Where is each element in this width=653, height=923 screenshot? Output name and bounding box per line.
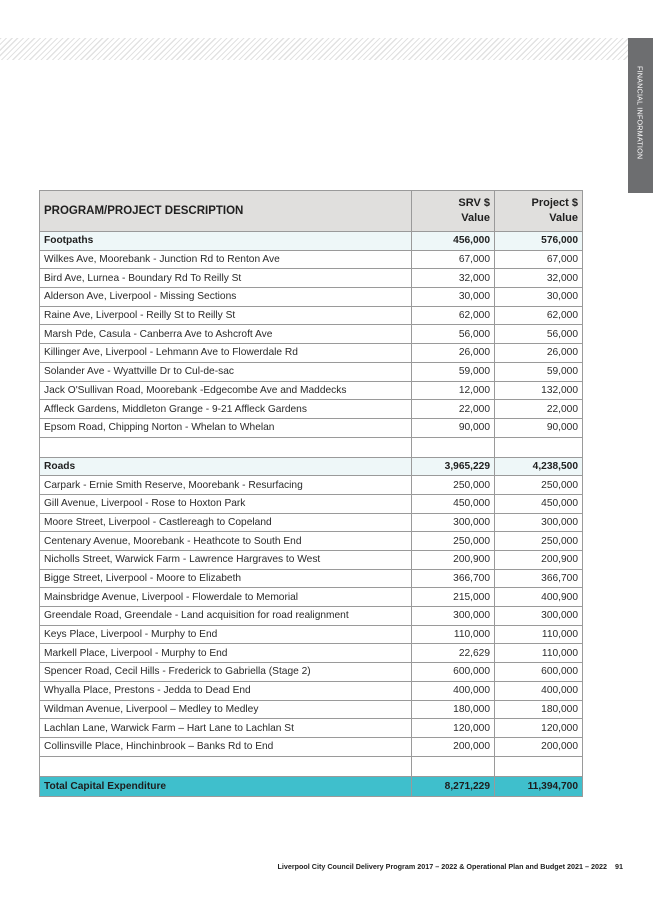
section-srv: 456,000 <box>412 232 495 251</box>
project-value: 200,900 <box>495 551 583 570</box>
project-value: 110,000 <box>495 644 583 663</box>
table-row <box>40 344 583 363</box>
spacer-row <box>40 437 583 457</box>
project-description: Moore Street, Liverpool - Castlereagh to Copeland <box>40 513 412 532</box>
capital-expenditure-table <box>39 190 583 797</box>
srv-value: 300,000 <box>412 607 495 626</box>
project-value: 62,000 <box>495 306 583 325</box>
section-row-footpaths <box>40 232 583 251</box>
srv-value: 600,000 <box>412 663 495 682</box>
total-row <box>40 776 583 796</box>
side-tab-label: FINANCIAL INFORMATION <box>635 66 645 160</box>
project-value: 450,000 <box>495 494 583 513</box>
project-description: Epsom Road, Chipping Norton - Whelan to Whelan <box>40 418 412 437</box>
srv-value: 30,000 <box>412 288 495 307</box>
project-value: 30,000 <box>495 288 583 307</box>
srv-value: 26,000 <box>412 344 495 363</box>
table-row <box>40 325 583 344</box>
project-value: 600,000 <box>495 663 583 682</box>
project-value: 26,000 <box>495 344 583 363</box>
table-row <box>40 494 583 513</box>
project-value: 180,000 <box>495 700 583 719</box>
project-value: 400,000 <box>495 681 583 700</box>
srv-value: 12,000 <box>412 381 495 400</box>
srv-value: 250,000 <box>412 532 495 551</box>
srv-value: 120,000 <box>412 719 495 738</box>
table-row <box>40 250 583 269</box>
table-row <box>40 476 583 495</box>
srv-value: 22,000 <box>412 400 495 419</box>
srv-value: 180,000 <box>412 700 495 719</box>
project-value: 110,000 <box>495 625 583 644</box>
project-value: 67,000 <box>495 250 583 269</box>
table-row <box>40 362 583 381</box>
table-row <box>40 700 583 719</box>
project-value: 250,000 <box>495 476 583 495</box>
srv-value: 400,000 <box>412 681 495 700</box>
table-row <box>40 607 583 626</box>
project-description: Affleck Gardens, Middleton Grange - 9-21 Affleck Gardens <box>40 400 412 419</box>
project-description: Jack O'Sullivan Road, Moorebank -Edgecombe Ave and Maddecks <box>40 381 412 400</box>
table-row <box>40 306 583 325</box>
spacer-row <box>40 756 583 776</box>
header-project-value <box>495 191 583 232</box>
srv-value: 110,000 <box>412 625 495 644</box>
page-footer <box>0 862 623 871</box>
header-description: PROGRAM/PROJECT DESCRIPTION <box>40 191 412 232</box>
project-value: 200,000 <box>495 737 583 756</box>
page-number: 91 <box>615 862 623 871</box>
header-project-line2: Value <box>549 212 578 224</box>
table-row <box>40 418 583 437</box>
table-row <box>40 269 583 288</box>
project-value: 32,000 <box>495 269 583 288</box>
footer-text: Liverpool City Council Delivery Program 2017 – 2022 & Operational Plan and Budget 2021 – 2022 <box>277 862 607 871</box>
srv-value: 200,000 <box>412 737 495 756</box>
header-srv-value <box>412 191 495 232</box>
srv-value: 22,629 <box>412 644 495 663</box>
project-description: Lachlan Lane, Warwick Farm – Hart Lane to Lachlan St <box>40 719 412 738</box>
project-description: Centenary Avenue, Moorebank - Heathcote to South End <box>40 532 412 551</box>
table-row <box>40 719 583 738</box>
srv-value: 59,000 <box>412 362 495 381</box>
project-description: Solander Ave - Wyattville Dr to Cul-de-sac <box>40 362 412 381</box>
table-row <box>40 644 583 663</box>
project-value: 300,000 <box>495 607 583 626</box>
table-row <box>40 551 583 570</box>
total-srv: 8,271,229 <box>412 776 495 796</box>
srv-value: 300,000 <box>412 513 495 532</box>
project-description: Alderson Ave, Liverpool - Missing Sections <box>40 288 412 307</box>
table-row <box>40 381 583 400</box>
project-description: Markell Place, Liverpool - Murphy to End <box>40 644 412 663</box>
srv-value: 215,000 <box>412 588 495 607</box>
project-description: Carpark - Ernie Smith Reserve, Moorebank - Resurfacing <box>40 476 412 495</box>
project-description: Wildman Avenue, Liverpool – Medley to Medley <box>40 700 412 719</box>
project-description: Collinsville Place, Hinchinbrook – Banks Rd to End <box>40 737 412 756</box>
project-value: 22,000 <box>495 400 583 419</box>
table-row <box>40 532 583 551</box>
project-description: Bigge Street, Liverpool - Moore to Elizabeth <box>40 569 412 588</box>
table-row <box>40 663 583 682</box>
project-description: Nicholls Street, Warwick Farm - Lawrence Hargraves to West <box>40 551 412 570</box>
project-value: 59,000 <box>495 362 583 381</box>
project-description: Spencer Road, Cecil Hills - Frederick to Gabriella (Stage 2) <box>40 663 412 682</box>
project-value: 90,000 <box>495 418 583 437</box>
section-row-roads <box>40 457 583 476</box>
table-row <box>40 569 583 588</box>
project-description: Greendale Road, Greendale - Land acquisition for road realignment <box>40 607 412 626</box>
srv-value: 200,900 <box>412 551 495 570</box>
project-description: Whyalla Place, Prestons - Jedda to Dead End <box>40 681 412 700</box>
total-project: 11,394,700 <box>495 776 583 796</box>
section-title: Roads <box>40 457 412 476</box>
srv-value: 67,000 <box>412 250 495 269</box>
section-project: 4,238,500 <box>495 457 583 476</box>
project-description: Marsh Pde, Casula - Canberra Ave to Ashcroft Ave <box>40 325 412 344</box>
table-row <box>40 625 583 644</box>
project-description: Bird Ave, Lurnea - Boundary Rd To Reilly St <box>40 269 412 288</box>
project-value: 366,700 <box>495 569 583 588</box>
table-row <box>40 400 583 419</box>
project-description: Gill Avenue, Liverpool - Rose to Hoxton Park <box>40 494 412 513</box>
project-value: 300,000 <box>495 513 583 532</box>
section-title: Footpaths <box>40 232 412 251</box>
srv-value: 32,000 <box>412 269 495 288</box>
project-value: 132,000 <box>495 381 583 400</box>
header-srv-line1: SRV $ <box>458 197 490 209</box>
srv-value: 450,000 <box>412 494 495 513</box>
decorative-hatch-band <box>0 38 628 60</box>
table-row <box>40 513 583 532</box>
section-srv: 3,965,229 <box>412 457 495 476</box>
project-value: 120,000 <box>495 719 583 738</box>
project-description: Raine Ave, Liverpool - Reilly St to Reilly St <box>40 306 412 325</box>
header-project-line1: Project $ <box>531 197 578 209</box>
table-row <box>40 681 583 700</box>
table-row <box>40 737 583 756</box>
project-description: Keys Place, Liverpool - Murphy to End <box>40 625 412 644</box>
srv-value: 56,000 <box>412 325 495 344</box>
section-side-tab <box>628 38 653 193</box>
srv-value: 366,700 <box>412 569 495 588</box>
section-project: 576,000 <box>495 232 583 251</box>
project-value: 400,900 <box>495 588 583 607</box>
table-row <box>40 288 583 307</box>
project-value: 56,000 <box>495 325 583 344</box>
srv-value: 250,000 <box>412 476 495 495</box>
project-description: Wilkes Ave, Moorebank - Junction Rd to Renton Ave <box>40 250 412 269</box>
project-description: Killinger Ave, Liverpool - Lehmann Ave to Flowerdale Rd <box>40 344 412 363</box>
table-row <box>40 588 583 607</box>
project-description: Mainsbridge Avenue, Liverpool - Flowerdale to Memorial <box>40 588 412 607</box>
total-label: Total Capital Expenditure <box>40 776 412 796</box>
header-srv-line2: Value <box>461 212 490 224</box>
table-header-row <box>40 191 583 232</box>
project-value: 250,000 <box>495 532 583 551</box>
srv-value: 90,000 <box>412 418 495 437</box>
srv-value: 62,000 <box>412 306 495 325</box>
